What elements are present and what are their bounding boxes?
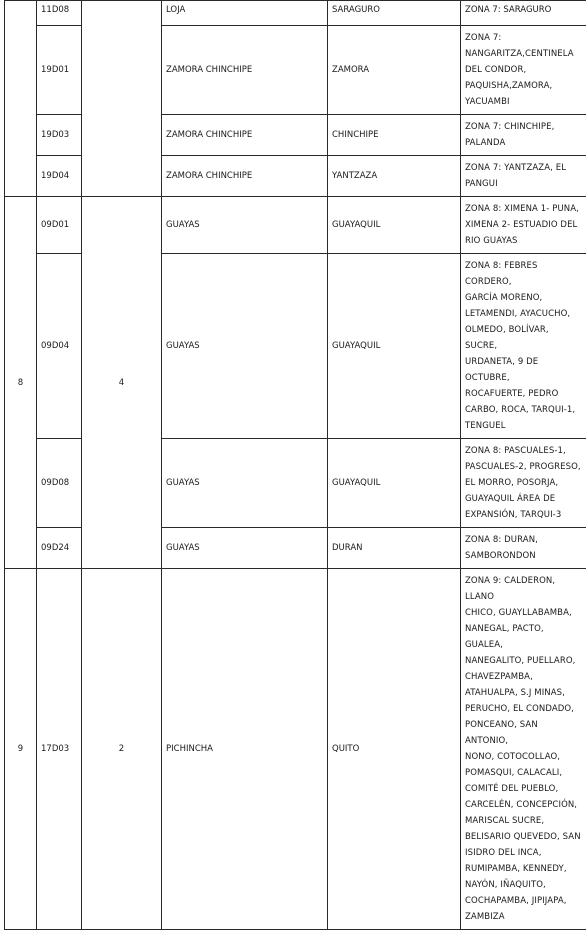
province: ZAMORA CHINCHIPE (162, 26, 328, 115)
province: LOJA (162, 1, 328, 26)
zone-description: ZONA 7: NANGARITZA,CENTINELA DEL CONDOR, PAQUISHA,ZAMORA, YACUAMBI (461, 26, 586, 115)
province: ZAMORA CHINCHIPE (162, 115, 328, 156)
canton: CHINCHIPE (328, 115, 461, 156)
canton: GUAYAQUIL (328, 254, 461, 439)
table-row (5, 569, 586, 930)
zone-number-cell (5, 1, 37, 197)
district-code: 19D03 (37, 115, 82, 156)
zone-description: ZONA 8: FEBRES CORDERO, GARCÍA MORENO, LETAMENDI, AYACUCHO, OLMEDO, BOLÍVAR, SUCRE, URDANETA, 9 DE OCTUBRE, ROCAFUERTE, PEDRO CARBO, ROCA, TARQUI-1, TENGUEL (461, 254, 586, 439)
zone-description: ZONA 8: PASCUALES-1, PASCUALES-2, PROGRESO, EL MORRO, POSORJA, GUAYAQUIL ÁREA DE EXPANSIÓN, TARQUI-3 (461, 439, 586, 528)
district-code: 09D24 (37, 528, 82, 569)
zone-description: ZONA 8: DURAN, SAMBORONDON (461, 528, 586, 569)
district-count: 2 (82, 569, 162, 930)
district-count-cell (82, 1, 162, 197)
zones-table (4, 0, 586, 930)
district-code: 17D03 (37, 569, 82, 930)
canton: GUAYAQUIL (328, 439, 461, 528)
province: GUAYAS (162, 439, 328, 528)
province: GUAYAS (162, 528, 328, 569)
zone-description: ZONA 9: CALDERON, LLANO CHICO, GUAYLLABAMBA, NANEGAL, PACTO, GUALEA, NANEGALITO, PUELLARO, CHAVEZPAMBA, ATAHUALPA, S.J MINAS, PERUCHO, EL CONDADO, PONCEANO, SAN ANTONIO, NONO, COTOCOLLAO, POMASQUI, CALACALI, COMITÉ DEL PUEBLO, CARCELÉN, CONCEPCIÓN, MARISCAL SUCRE, BELISARIO QUEVEDO, SAN ISIDRO DEL INCA, RUMIPAMBA, KENNEDY, NAYÓN, IÑAQUITO, COCHAPAMBA, JIPIJAPA, ZAMBIZA (461, 569, 586, 930)
zone-number: 8 (5, 197, 37, 569)
canton: DURAN (328, 528, 461, 569)
table-row (5, 197, 586, 254)
district-code: 09D04 (37, 254, 82, 439)
zone-description: ZONA 8: XIMENA 1- PUNA, XIMENA 2- ESTUADIO DEL RIO GUAYAS (461, 197, 586, 254)
province: GUAYAS (162, 254, 328, 439)
province: PICHINCHA (162, 569, 328, 930)
zone-number: 9 (5, 569, 37, 930)
district-code: 19D04 (37, 156, 82, 197)
canton: SARAGURO (328, 1, 461, 26)
district-code: 09D08 (37, 439, 82, 528)
province: ZAMORA CHINCHIPE (162, 156, 328, 197)
district-code: 11D08 (37, 1, 82, 26)
district-code: 09D01 (37, 197, 82, 254)
district-count: 4 (82, 197, 162, 569)
zone-description: ZONA 7: CHINCHIPE, PALANDA (461, 115, 586, 156)
zone-description: ZONA 7: SARAGURO (461, 1, 586, 26)
canton: ZAMORA (328, 26, 461, 115)
canton: QUITO (328, 569, 461, 930)
table-row (5, 1, 586, 26)
zone-description: ZONA 7: YANTZAZA, EL PANGUI (461, 156, 586, 197)
province: GUAYAS (162, 197, 328, 254)
district-code: 19D01 (37, 26, 82, 115)
canton: YANTZAZA (328, 156, 461, 197)
canton: GUAYAQUIL (328, 197, 461, 254)
